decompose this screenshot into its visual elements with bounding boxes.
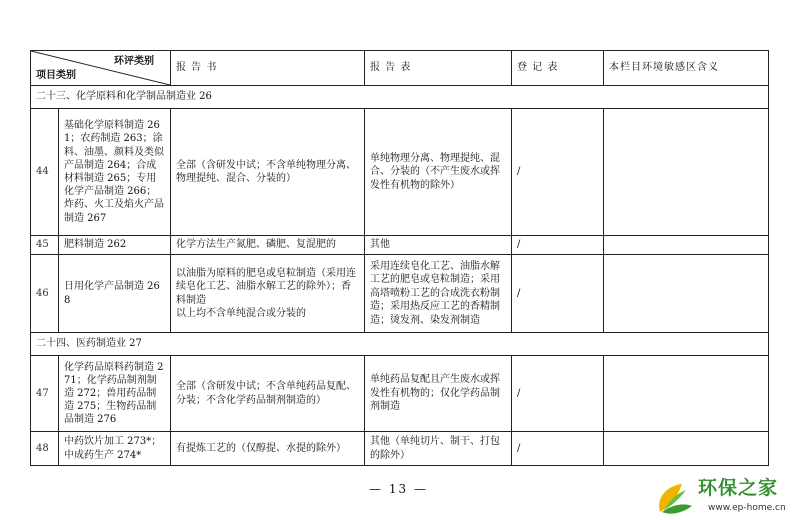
register-cell: /	[512, 432, 604, 466]
row-number: 44	[31, 109, 59, 236]
report-book-cell: 全部（含研发中试；不含单纯药品复配、分装；不含化学药品制剂制造的）	[171, 356, 365, 432]
leaf-logo-icon	[652, 476, 696, 518]
col-header-report-book: 报 告 书	[171, 51, 365, 86]
section-title: 二十三、化学原料和化学制品制造业 26	[31, 86, 769, 109]
page-number: — 13 —	[369, 482, 428, 496]
report-book-cell: 全部（含研发中试；不含单纯物理分离、物理提纯、混合、分装的）	[171, 109, 365, 236]
watermark-site-url: www.ep-home.cn	[708, 503, 786, 513]
report-form-cell: 其他	[365, 236, 512, 255]
section-row	[31, 333, 769, 356]
register-cell: /	[512, 236, 604, 255]
classification-table	[30, 50, 769, 466]
diag-bottom-label: 项目类别	[36, 69, 76, 81]
report-form-cell: 其他（单纯切片、制干、打包的除外）	[365, 432, 512, 466]
project-category: 肥料制造 262	[59, 236, 171, 255]
col-header-sensitive-area: 本栏目环境敏感区含义	[604, 51, 769, 86]
table-row	[31, 236, 769, 255]
section-row	[31, 86, 769, 109]
report-book-line: 以油脂为原料的肥皂或皂粒制造（采用连续皂化工艺、油脂水解工艺的除外）；香料制造	[176, 267, 356, 306]
report-form-cell: 采用连续皂化工艺、油脂水解工艺的肥皂或皂粒制造；采用高塔喷粉工艺的合成洗衣粉制造；采用热反应工艺的香精制造；烫发剂、染发剂制造	[365, 255, 512, 333]
sensitive-area-cell	[604, 432, 769, 466]
report-book-line: 以上均不含单纯混合或分装的	[176, 308, 306, 319]
project-category: 基础化学原料制造 261；农药制造 263；涂料、油墨、颜料及类似产品制造 264；合成材料制造 265；专用化学产品制造 266；炸药、火工及焰火产品制造 267	[59, 109, 171, 236]
register-cell: /	[512, 255, 604, 333]
table-row	[31, 432, 769, 466]
section-title: 二十四、医药制造业 27	[31, 333, 769, 356]
project-category: 中药饮片加工 273*；中成药生产 274*	[59, 432, 171, 466]
col-header-register: 登 记 表	[512, 51, 604, 86]
watermark-logo	[652, 474, 797, 520]
project-category: 化学药品原料药制造 271；化学药品制剂制造 272；兽用药品制造 275；生物药品制品制造 276	[59, 356, 171, 432]
row-number: 45	[31, 236, 59, 255]
project-category: 日用化学产品制造 268	[59, 255, 171, 333]
report-book-cell: 有提炼工艺的（仅醇提、水提的除外）	[171, 432, 365, 466]
table-row	[31, 356, 769, 432]
register-cell: /	[512, 109, 604, 236]
table-row	[31, 255, 769, 333]
header-row	[31, 51, 769, 86]
report-book-cell	[171, 255, 365, 333]
table-row	[31, 109, 769, 236]
sensitive-area-cell	[604, 109, 769, 236]
row-number: 48	[31, 432, 59, 466]
row-number: 47	[31, 356, 59, 432]
report-form-cell: 单纯药品复配且产生废水或挥发性有机物的；仅化学药品制剂制造	[365, 356, 512, 432]
report-form-cell: 单纯物理分离、物理提纯、混合、分装的（不产生废水或挥发性有机物的除外）	[365, 109, 512, 236]
row-number: 46	[31, 255, 59, 333]
sensitive-area-cell	[604, 255, 769, 333]
diag-top-label: 环评类别	[114, 56, 154, 67]
col-header-report-form: 报 告 表	[365, 51, 512, 86]
diagonal-header-cell	[31, 51, 171, 86]
sensitive-area-cell	[604, 236, 769, 255]
report-book-cell: 化学方法生产氮肥、磷肥、复混肥的	[171, 236, 365, 255]
sensitive-area-cell	[604, 356, 769, 432]
register-cell: /	[512, 356, 604, 432]
watermark-site-name: 环保之家	[698, 477, 779, 499]
